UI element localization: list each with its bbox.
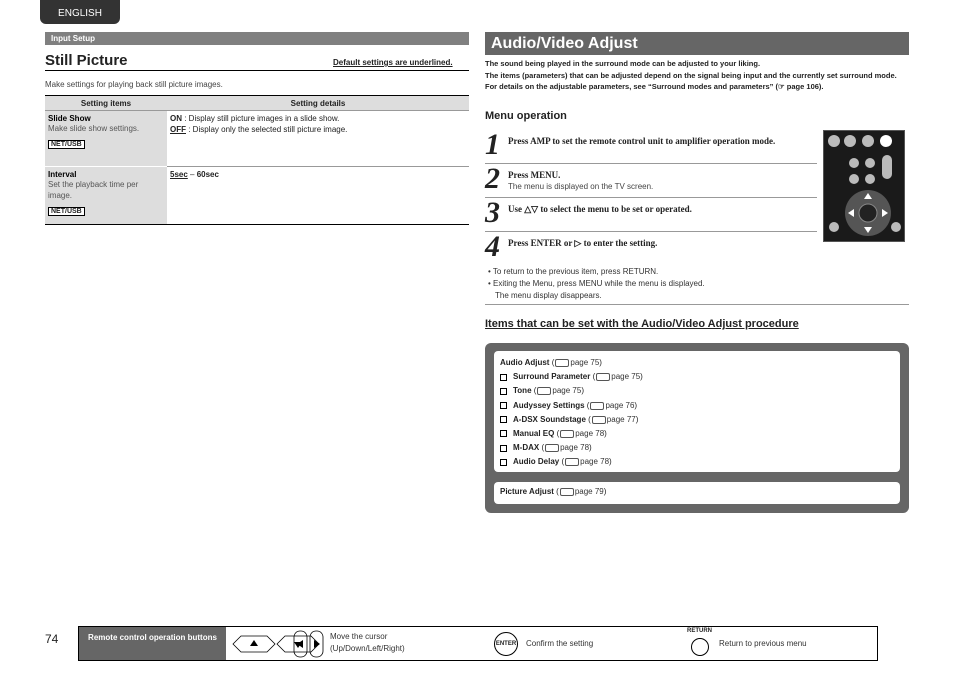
page-ref-icon <box>545 444 559 452</box>
item-label: Audio Delay <box>513 457 560 467</box>
notes <box>488 266 705 302</box>
page-ref: page 75 <box>552 386 582 396</box>
settings-table <box>45 95 469 225</box>
checkbox-icon <box>500 402 507 409</box>
checkbox-icon <box>500 430 507 437</box>
list-item: A-DSX Soundstage ( page 77) <box>500 413 894 427</box>
item-label: Tone <box>513 386 532 396</box>
setting-description: Set the playback time per image. <box>48 180 139 200</box>
page-ref: page 78 <box>560 443 590 453</box>
item-label: Manual EQ <box>513 429 555 439</box>
audio-adjust-label: Audio Adjust <box>500 358 550 367</box>
note-item: The menu display disappears. <box>495 291 602 300</box>
footer-legend <box>78 626 878 661</box>
enter-button-icon: ENTER <box>494 632 518 656</box>
menu-operation-title: Menu operation <box>485 110 567 122</box>
list-item: Surround Parameter ( page 75) <box>500 370 894 384</box>
return-text: Return to previous menu <box>719 639 807 648</box>
page-ref-icon <box>560 430 574 438</box>
audio-adjust-box: Audio Adjust ( page 75) Surround Parameter ( page 75) Tone ( page 75) Audyssey Settings ( page 76) A-DSX Soundstage ( page 77) Manual EQ ( page 78) M-DAX ( page 78) Audio Delay ( page 78) <box>494 351 900 472</box>
item-label: A-DSX Soundstage <box>513 414 586 424</box>
netusb-badge: NET/USB <box>48 207 85 216</box>
page-ref: page 77 <box>606 414 636 424</box>
step-4 <box>485 232 817 266</box>
step-number: 1 <box>485 128 500 161</box>
return-button-icon <box>691 638 709 656</box>
picture-adjust-box: Picture Adjust ( page 79) <box>494 482 900 504</box>
step-text: Press AMP to set the remote control unit to amplifier operation mode. <box>508 136 776 146</box>
checkbox-icon <box>500 459 507 466</box>
step-number: 4 <box>485 230 500 263</box>
still-picture-title: Still Picture <box>45 52 128 69</box>
step-3 <box>485 198 817 232</box>
page-ref-icon <box>537 387 551 395</box>
page-ref-icon <box>596 373 610 381</box>
list-item: Audio Delay ( page 78) <box>500 455 894 469</box>
setting-title: Interval <box>48 170 77 179</box>
page-ref: page 78 <box>575 429 605 439</box>
item-label: Audyssey Settings <box>513 400 585 410</box>
page-ref: page 79 <box>574 487 604 496</box>
step-subtext: The menu is displayed on the TV screen. <box>508 182 654 191</box>
option-max: 60sec <box>196 170 219 179</box>
step-number: 3 <box>485 196 500 229</box>
page-ref: page 75 <box>570 358 600 367</box>
footer-label: Remote control operation buttons <box>79 627 226 660</box>
checkbox-icon <box>500 374 507 381</box>
divider <box>485 304 909 305</box>
table-row <box>45 111 469 167</box>
step-text: Use △▽ to select the menu to be set or operated. <box>508 204 692 214</box>
option-separator: – <box>187 170 197 179</box>
table-row <box>45 167 469 225</box>
note-item: • To return to the previous item, press RETURN. <box>488 267 659 276</box>
return-label: RETURN <box>687 628 712 634</box>
page-ref-icon <box>560 488 574 496</box>
step-2 <box>485 164 817 198</box>
desc-line: The sound being played in the surround mode can be adjusted to your liking. <box>485 59 761 68</box>
confirm-text: Confirm the setting <box>526 639 594 648</box>
checkbox-icon <box>500 388 507 395</box>
col-header-items: Setting items <box>45 96 167 111</box>
page-ref-icon <box>590 402 604 410</box>
checkbox-icon <box>500 445 507 452</box>
option-min: 5sec <box>170 170 188 179</box>
netusb-badge: NET/USB <box>48 140 85 149</box>
list-item: Tone ( page 75) <box>500 384 894 398</box>
option-text: : Display still picture images in a slide show. <box>182 114 340 123</box>
move-cursor-text: Move the cursor (Up/Down/Left/Right) <box>330 632 405 653</box>
page-ref-icon <box>565 458 579 466</box>
divider <box>45 70 469 71</box>
setting-description: Make slide show settings. <box>48 124 140 133</box>
col-header-details: Setting details <box>167 96 469 111</box>
page-ref: page 75 <box>611 372 641 382</box>
language-tab: ENGLISH <box>40 0 120 24</box>
checkbox-icon <box>500 416 507 423</box>
item-label: M-DAX <box>513 443 540 453</box>
desc-line: The items (parameters) that can be adjusted depend on the signal being input and the currently set surround mode. For details on the adjustable parameters, see “Surround modes and parameters” (☞ page 106). <box>485 70 897 91</box>
page-number: 74 <box>45 632 59 646</box>
step-1 <box>485 130 817 164</box>
picture-adjust-label: Picture Adjust <box>500 487 554 496</box>
step-number: 2 <box>485 162 500 195</box>
section-header: Input Setup <box>45 32 469 45</box>
left-right-buttons-icon <box>293 629 325 659</box>
av-adjust-title: Audio/Video Adjust <box>485 32 909 55</box>
items-heading: Items that can be set with the Audio/Video Adjust procedure <box>485 318 799 330</box>
step-text: Press MENU. <box>508 170 561 180</box>
still-picture-intro: Make settings for playing back still picture images. <box>45 80 223 89</box>
page-ref-icon <box>592 416 606 424</box>
setting-title: Slide Show <box>48 114 91 123</box>
remote-control-illustration <box>823 130 905 242</box>
list-item: Audyssey Settings ( page 76) <box>500 399 894 413</box>
option-off: OFF <box>170 125 186 134</box>
option-on: ON <box>170 114 182 123</box>
default-settings-note: Default settings are underlined. <box>333 58 453 67</box>
page-ref: page 78 <box>580 457 610 467</box>
list-item: Manual EQ ( page 78) <box>500 427 894 441</box>
page-ref: page 76 <box>605 400 635 410</box>
list-item: M-DAX ( page 78) <box>500 441 894 455</box>
step-text: Press ENTER or ▷ to enter the setting. <box>508 238 658 248</box>
av-adjust-description <box>485 58 909 93</box>
note-item: • Exiting the Menu, press MENU while the menu is displayed. <box>488 279 705 288</box>
item-label: Surround Parameter <box>513 372 591 382</box>
option-text: : Display only the selected still picture image. <box>186 125 348 134</box>
page-ref-icon <box>555 359 569 367</box>
